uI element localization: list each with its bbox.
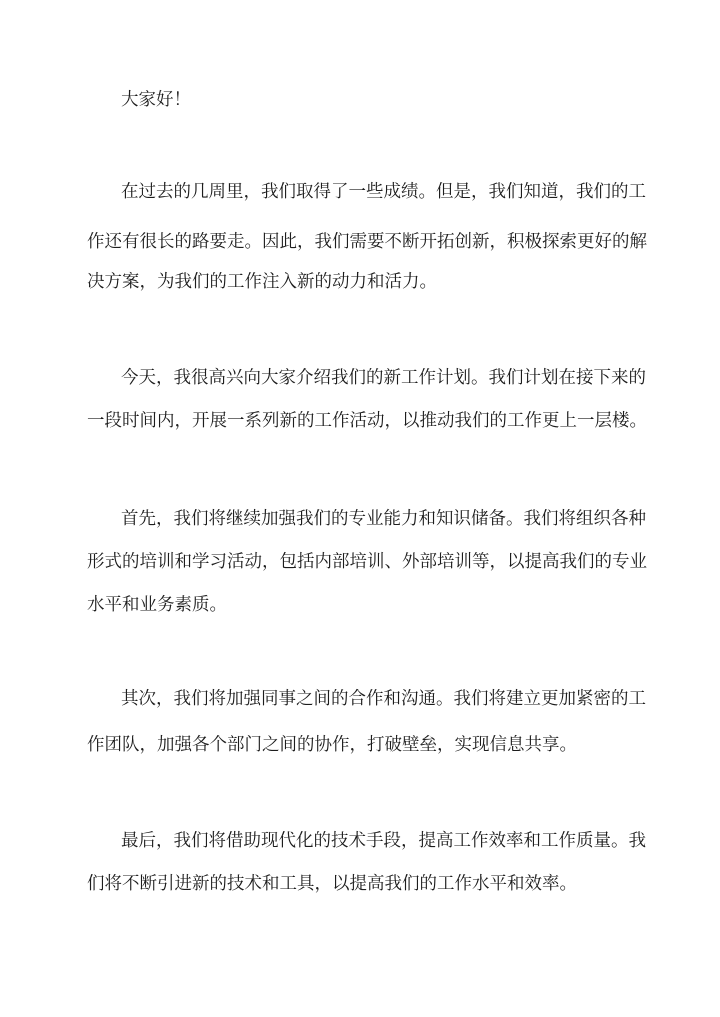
- paragraph-3-line-2: 形式的培训和学习活动，包括内部培训、外部培训等，以提高我们的专业: [87, 552, 647, 572]
- paragraph-3-line-3: 水平和业务素质。: [87, 595, 227, 615]
- paragraph-4-line-2: 作团队，加强各个部门之间的协作，打破壁垒，实现信息共享。: [87, 735, 577, 755]
- paragraph-5-line-2: 们将不断引进新的技术和工具，以提高我们的工作水平和效率。: [87, 874, 577, 894]
- paragraph-3-line-1: 首先，我们将继续加强我们的专业能力和知识储备。我们将组织各种: [121, 509, 646, 529]
- paragraph-5-line-1: 最后，我们将借助现代化的技术手段，提高工作效率和工作质量。我: [121, 831, 646, 851]
- greeting-line: 大家好！: [121, 90, 191, 110]
- paragraph-1-line-1: 在过去的几周里，我们取得了一些成绩。但是，我们知道，我们的工: [121, 182, 646, 202]
- paragraph-2-line-2: 一段时间内，开展一系列新的工作活动，以推动我们的工作更上一层楼。: [87, 411, 647, 431]
- paragraph-1-line-2: 作还有很长的路要走。因此，我们需要不断开拓创新，积极探索更好的解: [87, 232, 647, 252]
- paragraph-4-line-1: 其次，我们将加强同事之间的合作和沟通。我们将建立更加紧密的工: [121, 689, 646, 709]
- paragraph-2-line-1: 今天，我很高兴向大家介绍我们的新工作计划。我们计划在接下来的: [121, 368, 646, 388]
- paragraph-1-line-3: 决方案，为我们的工作注入新的动力和活力。: [87, 272, 437, 292]
